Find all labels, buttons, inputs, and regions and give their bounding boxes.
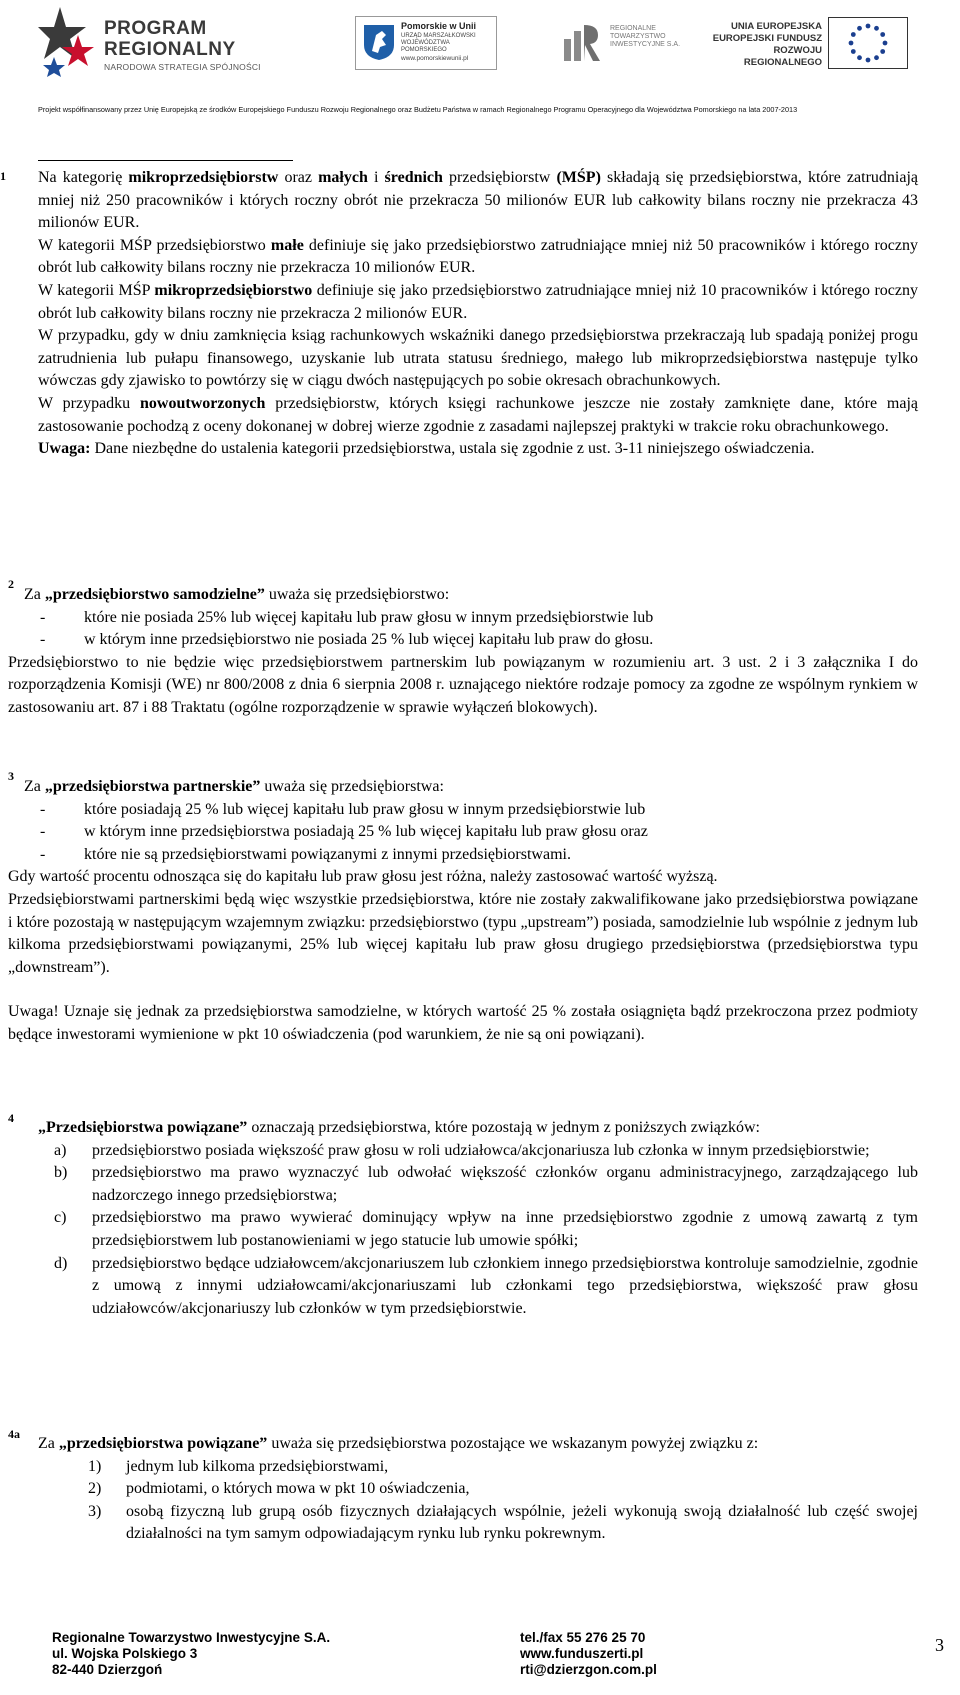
eu-logo-line2: EUROPEJSKI FUNDUSZ [712, 33, 822, 44]
footnote-3-intro: Za „przedsiębiorstwa partnerskie” uważa się przedsiębiorstwa: [24, 778, 444, 795]
list-item: - które posiadają 25 % lub więcej kapitału lub praw głosu w innym przedsiębiorstwie lub [40, 800, 646, 818]
footnote-1-paragraph: W przypadku nowoutworzonych przedsiębiorstw, których księgi rachunkowe jeszcze nie zostały zamknięte dane, które mają zastosowanie pochodzą z oceny dokonanej w dobrej wierze zgodnie z zasadami najlepszej praktyki w trakcie roku obrachunkowego. [38, 394, 919, 435]
footnote-2-number: 2 [8, 577, 14, 591]
footer-street: ul. Wojska Polskiego 3 [52, 1646, 198, 1661]
footer-contact [520, 1630, 657, 1678]
pomorskie-logo-line1: Pomorskie w Unii [401, 21, 477, 31]
eu-flag-icon [828, 17, 908, 69]
list-item: d) przedsiębiorstwo będące udziałowcem/akcjonariuszem lub członkiem innego przedsiębiorstwa kontroluje samodzielnie, zgodnie z umową z innymi udziałowcami/akcjonariuszami lub członkami tego przedsiębiorstwa, większość praw głosu udziałowców/akcjonariuszy lub członków w tym przedsiębiorstwie. [54, 1254, 918, 1317]
footnote-2 [8, 584, 918, 720]
footnote-4a [38, 1433, 918, 1546]
rti-logo [560, 15, 680, 67]
footer-city: 82-440 Dzierzgoń [52, 1662, 163, 1677]
footnote-1-paragraph: Uwaga: Dane niezbędne do ustalenia kategorii przedsiębiorstwa, ustala się zgodnie z ust. 3-11 niniejszego oświadczenia. [38, 440, 815, 458]
cofinancing-note: Projekt współfinansowany przez Unię Europejską ze środków Europejskiego Funduszu Rozwoju Regionalnego oraz Budżetu Państwa w ramach Regionalnego Programu Operacyjnego dla Województwa Pomorskiego na lata 2007-2013 [38, 105, 798, 114]
footnote-4-intro: „Przedsiębiorstwa powiązane” oznaczają przedsiębiorstwa, które pozostają w jednym z poniższych związków: [38, 1119, 760, 1136]
list-item: a) przedsiębiorstwo posiada większość praw głosu w roli udziałowca/akcjonariusza lub członka w innym przedsiębiorstwie; [54, 1141, 870, 1159]
footnote-1-paragraph: W kategorii MŚP mikroprzedsiębiorstwo definiuje się jako przedsiębiorstwo zatrudniające mniej niż 10 pracowników i którego roczny obrót lub całkowity bilans roczny nie przekracza 2 milionów EUR. [38, 281, 919, 322]
footnote-3-list [8, 799, 918, 867]
list-item: 1) jednym lub kilkoma przedsiębiorstwami, [88, 1457, 389, 1475]
list-item: b) przedsiębiorstwo ma prawo wyznaczyć lub odwołać większość członków organu administracyjnego, zarządzającego lub nadzorczego innego przedsiębiorstwa; [54, 1164, 918, 1204]
list-item: 2) podmiotami, o których mowa w pkt 10 oświadczenia, [88, 1480, 470, 1498]
page-header [0, 0, 960, 125]
footnote-4a-number: 4a [8, 1427, 20, 1441]
footnote-2-intro: Za „przedsiębiorstwo samodzielne” uważa się przedsiębiorstwo: [24, 586, 450, 603]
pomorskie-logo-line3: www.pomorskiewunii.pl [401, 55, 469, 62]
footnote-separator [38, 160, 293, 161]
footer-company: Regionalne Towarzystwo Inwestycyjne S.A. [52, 1630, 331, 1645]
footnote-1-paragraph: W kategorii MŚP przedsiębiorstwo małe definiuje się jako przedsiębiorstwo zatrudniające mniej niż 50 pracowników i którego roczny obrót lub całkowity bilans roczny nie przekracza 10 milionów EUR. [38, 236, 918, 277]
griffin-crest-icon [362, 23, 396, 61]
eu-logo-line3: ROZWOJU REGIONALNEGO [743, 45, 822, 68]
footnote-4-list [38, 1140, 918, 1321]
footer-address [52, 1630, 330, 1678]
footer-email: rti@dzierzgon.com.pl [520, 1662, 657, 1677]
footnote-3-note: Uwaga! Uznaje się jednak za przedsiębiorstwa samodzielne, w których wartość 25 % została osiągnięta bądź przekroczona przez podmioty będące inwestorami wymienione w pkt 10 oświadczenia (pod warunkiem, że nie są oni powiązani). [8, 1003, 918, 1043]
program-regionalny-logo [38, 5, 273, 77]
eu-logo [700, 15, 910, 67]
pomorskie-logo-line2: URZĄD MARSZAŁKOWSKI WOJEWÓDZTWA POMORSKIEGO [401, 33, 476, 53]
program-logo-line3: NARODOWA STRATEGIA SPÓJNOŚCI [104, 62, 261, 72]
program-logo-line2: REGIONALNY [104, 39, 236, 60]
footnote-1-paragraph: Na kategorię mikroprzedsiębiorstw oraz małych i średnich przedsiębiorstw (MŚP) składają się przedsiębiorstwa, które zatrudniają mniej niż 250 pracowników i których roczny obrót nie przekracza 50 milionów EUR lub całkowity bilans roczny nie przekracza 43 milionów EUR. [38, 169, 919, 232]
list-item: - w którym inne przedsiębiorstwo nie posiada 25 % lub więcej kapitału lub praw do głosu. [40, 631, 654, 649]
footnote-4 [38, 1117, 918, 1320]
list-item: - które nie są przedsiębiorstwami powiązanymi z innymi przedsiębiorstwami. [40, 845, 571, 863]
footer-website: www.funduszerti.pl [520, 1646, 644, 1661]
star-logo-icon [38, 5, 98, 77]
footnote-2-list [8, 607, 918, 652]
rti-logo-text: REGIONALNE TOWARZYSTWO INWESTYCYJNE S.A. [610, 25, 681, 48]
rti-mark-icon [560, 17, 608, 65]
footnote-1-paragraph: W przypadku, gdy w dniu zamknięcia ksiąg rachunkowych wskaźniki danego przedsiębiorstwa przekraczają lub spadają poniżej progu zatrudnienia lub pułapu finansowego, uzyskanie lub utrata statusu średniego, małego lub mikroprzedsiębiorstwa następuje tylko wówczas gdy zjawisko to powtórzy się w ciągu dwóch następujących po sobie okresach obrachunkowych. [38, 327, 918, 390]
list-item: 3) osobą fizyczną lub grupą osób fizycznych działających wspólnie, jeżeli wykonują swoją działalność lub część swojej działalności na tym samym odpowiadającym rynku lub rynku pokrewnym. [88, 1502, 918, 1543]
footer-phone: tel./fax 55 276 25 70 [520, 1630, 646, 1645]
footnote-1 [38, 167, 918, 461]
page-footer [0, 1625, 960, 1695]
eu-logo-line1: UNIA EUROPEJSKA [731, 21, 822, 32]
footnote-4-number: 4 [8, 1111, 14, 1125]
list-item: - które nie posiada 25% lub więcej kapitału lub praw głosu w innym przedsiębiorstwie lub [40, 608, 654, 626]
pomorskie-logo [355, 16, 497, 70]
page-number: 3 [935, 1635, 944, 1655]
footnote-4a-list [38, 1456, 918, 1546]
eu-logo-text [700, 21, 822, 69]
list-item: c) przedsiębiorstwo ma prawo wywierać dominujący wpływ na inne przedsiębiorstwo zgodnie z umową zawartą z tym przedsiębiorstwem lub postanowieniami w jego statucie lub umowie spółki; [54, 1209, 918, 1249]
program-logo-line1: PROGRAM [104, 18, 207, 39]
footnote-3 [8, 776, 918, 1047]
list-item: - w którym inne przedsiębiorstwa posiadają 25 % lub więcej kapitału lub praw głosu oraz [40, 823, 648, 841]
footnote-3-paragraph: Gdy wartość procentu odnosząca się do kapitału lub praw głosu jest różna, należy zastosować wartość wyższą. [8, 868, 718, 886]
footnote-2-paragraph: Przedsiębiorstwo to nie będzie więc przedsiębiorstwem partnerskim lub powiązanym w rozumieniu art. 3 ust. 2 i 3 załącznika I do rozporządzenia Komisji (WE) nr 800/2008 z dnia 6 sierpnia 2008 r. uznającego niektóre rodzaje pomocy za zgodne ze wspólnym rynkiem w zastosowaniu art. 87 i 88 Traktatu (ogólne rozporządzenie w sprawie wyłączeń blokowych). [8, 653, 918, 716]
footnote-3-number: 3 [8, 769, 14, 783]
spacer [8, 979, 918, 1001]
footnote-3-paragraph: Przedsiębiorstwami partnerskimi będą więc wszystkie przedsiębiorstwa, które nie zostały zakwalifikowane jako przedsiębiorstwa powiązane i które pozostają w następującym wzajemnym związku: przedsiębiorstwo (typu „upstream”) posiada, samodzielnie lub wspólnie z jednym lub kilkoma przedsiębiorstwami powiązanymi, 25% lub więcej kapitału lub praw głosu drugiego przedsiębiorstwa (przedsiębiorstwa typu „downstream”). [8, 890, 918, 976]
footnote-4a-intro: Za „przedsiębiorstwa powiązane” uważa się przedsiębiorstwa pozostające we wskazanym powyżej związku z: [38, 1435, 759, 1452]
footnote-1-number: 1 [0, 169, 6, 183]
